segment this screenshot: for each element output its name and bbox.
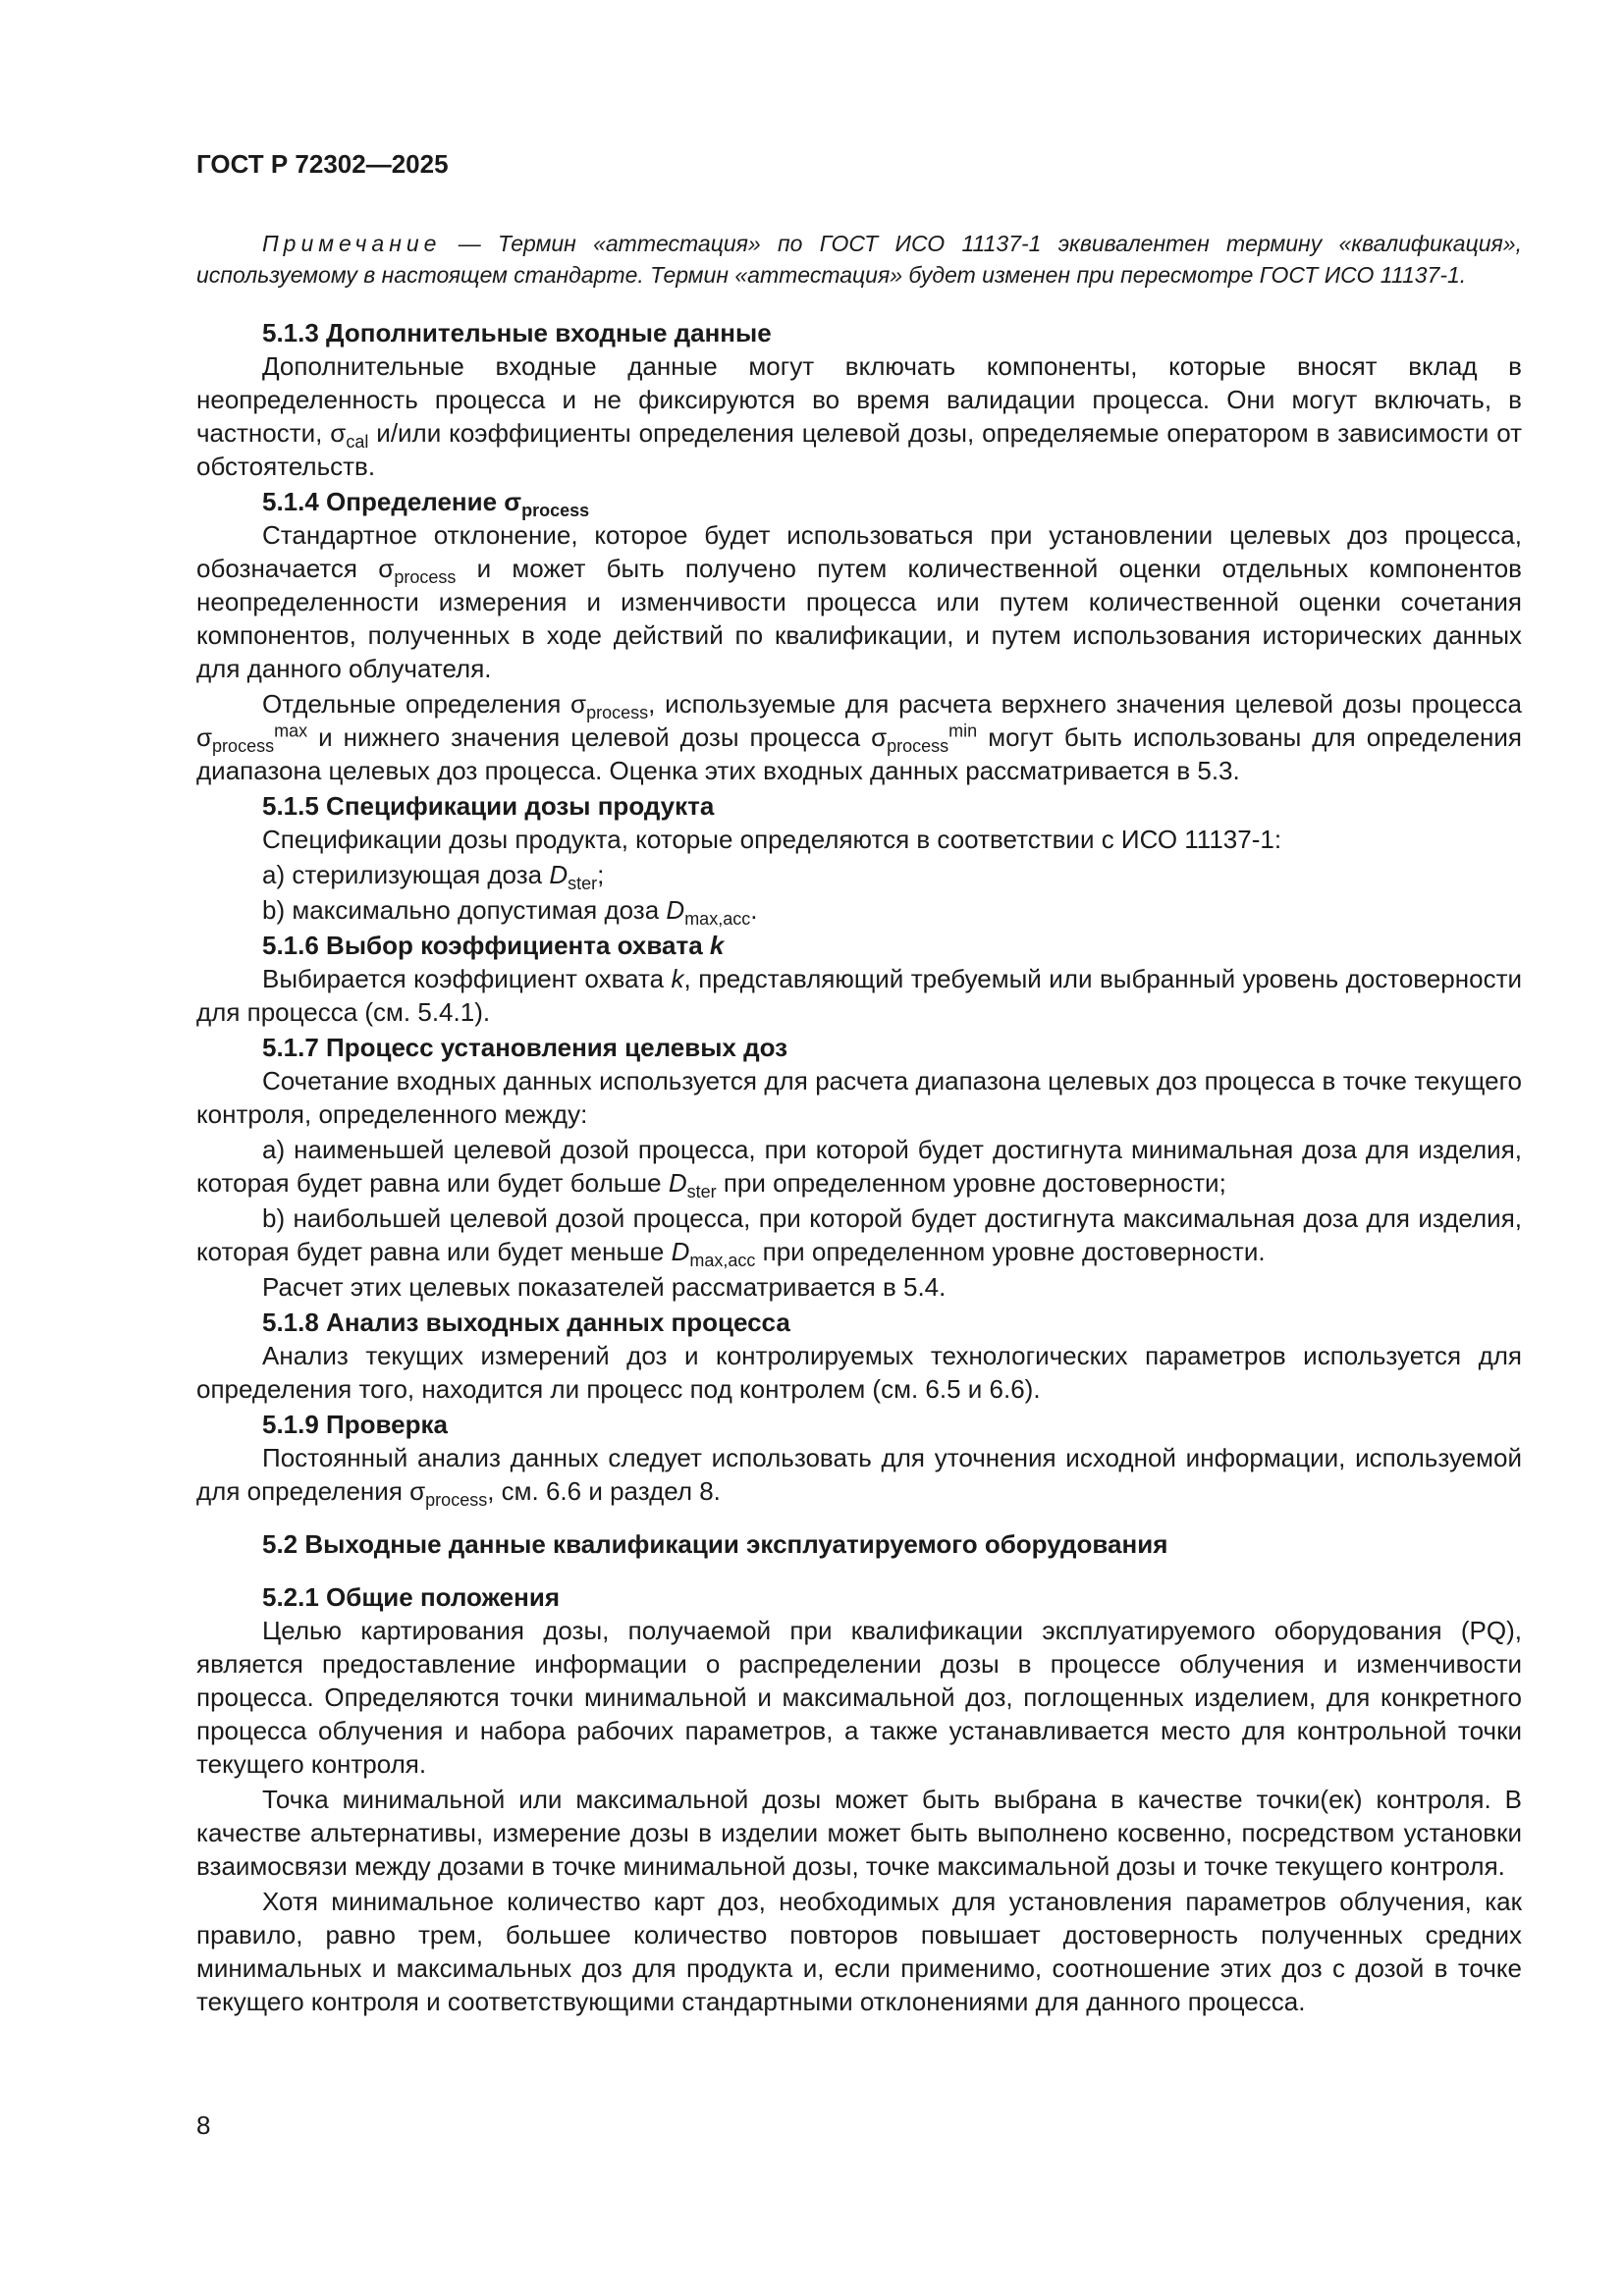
list-item-b-highest-target: b) наибольшей целевой дозой процесса, при которой будет достигнута максимальная доза для изделия, которая будет равна или будет меньше $D_{max,acc}$ при определенном уровне достоверности. xyxy=(196,1203,1522,1271)
section-5-2-1-paragraph-3: Хотя минимальное количество карт доз, необходимых для установления параметров облучения, как правило, равно трем, большее количество повторов повышает достоверность полученных средних минимальных и максимальных доз для продукта и, если применимо, соотношение этих доз с дозой в точке текущего контроля и соответствующими стандартными отклонениями для данного процесса. xyxy=(196,1887,1522,2016)
section-5-2-1-title: 5.2.1 Общие положения xyxy=(262,1582,560,1612)
section-5-1-6-paragraph: Выбирается коэффициент охвата k, представляющий требуемый или выбранный уровень достоверности для процесса (см. 5.4.1). xyxy=(196,964,1523,1027)
note-label: Примечание xyxy=(262,231,442,256)
section-5-1-8-title: 5.1.8 Анализ выходных данных процесса xyxy=(262,1308,790,1337)
section-5-1-4-paragraph-2: Отдельные определения $\sigma_{process}$, используемые для расчета верхнего значения целевой дозы процесса $\sigma_{process}^{max}$ и нижнего значения целевой дозы процесса $\sigma_{process}^{min}$ могут быть использованы для определения диапазона целевых доз процесса. Оценка этих входных данных рассматривается в 5.3. xyxy=(196,689,1522,785)
section-5-1-3-paragraph: Дополнительные входные данные могут включать компоненты, которые вносят вклад в неопределенность процесса и не фиксируются во время валидации процесса. Они могут включать, в частности, $\sigma_{cal}$ и/или коэффициенты определения целевой дозы, определяемые оператором в зависимости от обстоятельств. xyxy=(196,351,1522,481)
section-5-2-1-paragraph-2: Точка минимальной или максимальной дозы может быть выбрана в качестве точки(ек) контроля. В качестве альтернативы, измерение дозы в изделии может быть выполнено косвенно, посредством установки взаимосвязи между дозами в точке минимальной дозы, точке максимальной дозы и точке текущего контроля. xyxy=(196,1785,1522,1881)
list-item-b-max-dose: b) максимально допустимая доза $D_{max,acc}$. xyxy=(262,895,758,930)
section-5-1-6-title: 5.1.6 Выбор коэффициента охвата k xyxy=(262,931,725,960)
section-5-1-4-paragraph-1: Стандартное отклонение, которое будет использоваться при установлении целевых доз процесса, обозначается $\sigma_{process}$ и может быть получено путем количественной оценки отдельных компонентов неопределенности измерения и изменчивости процесса или путем количественной оценки сочетания компонентов, полученных в ходе действий по квалификации, и путем использования исторических данных для данного облучателя. xyxy=(196,520,1522,683)
section-5-1-3-title: 5.1.3 Дополнительные входные данные xyxy=(262,318,772,347)
section-5-1-9-title: 5.1.9 Проверка xyxy=(262,1410,448,1439)
section-5-1-7-title: 5.1.7 Процесс установления целевых доз xyxy=(262,1033,788,1062)
section-5-1-7-paragraph-2: Расчет этих целевых показателей рассматривается в 5.4. xyxy=(262,1272,947,1302)
section-5-1-9-paragraph: Постоянный анализ данных следует использовать для уточнения исходной информации, используемой для определения $\sigma_{process}$, см. 6.6 и раздел 8. xyxy=(196,1443,1522,1511)
document-header: ГОСТ Р 72302—2025 xyxy=(196,149,449,179)
section-5-1-7-paragraph: Сочетание входных данных используется для расчета диапазона целевых доз процесса в точке текущего контроля, определенного между: xyxy=(196,1066,1522,1129)
note-paragraph xyxy=(196,228,1522,291)
section-5-1-5-title: 5.1.5 Спецификации дозы продукта xyxy=(262,791,715,821)
document-page xyxy=(196,147,1522,2020)
list-item-a-lowest-target: a) наименьшей целевой дозой процесса, при которой будет достигнута минимальная доза для изделия, которая будет равна или будет больше $D_{ster}$ при определенном уровне достоверности; xyxy=(196,1135,1522,1202)
note-text: — Термин «аттестация» по ГОСТ ИСО 11137-1 эквивалентен термину «квалификация», используемому в настоящем стандарте. Термин «аттестация» будет изменен при пересмотре ГОСТ ИСО 11137-1. xyxy=(196,231,1522,288)
section-5-1-5-paragraph: Спецификации дозы продукта, которые определяются в соответствии с ИСО 11137-1: xyxy=(262,825,1282,854)
page-number: 8 xyxy=(196,2110,211,2140)
list-item-a-sterilizing-dose: a) стерилизующая доза $D_{ster}$; xyxy=(262,860,605,894)
section-5-2-title: 5.2 Выходные данные квалификации эксплуатируемого оборудования xyxy=(262,1529,1168,1559)
section-5-2-1-paragraph-1: Целью картирования дозы, получаемой при квалификации эксплуатируемого оборудования (PQ), является предоставление информации о распределении дозы в процессе облучения и изменчивости процесса. Определяются точки минимальной и максимальной доз, поглощенных изделием, для конкретного процесса облучения и набора рабочих параметров, а также устанавливается место для контрольной точки текущего контроля. xyxy=(196,1616,1522,1779)
section-5-1-4-title: 5.1.4 Определение $\sigma_{process}$ xyxy=(262,487,590,521)
section-5-1-8-paragraph: Анализ текущих измерений доз и контролируемых технологических параметров используется для определения того, находится ли процесс под контролем (см. 6.5 и 6.6). xyxy=(196,1341,1522,1404)
